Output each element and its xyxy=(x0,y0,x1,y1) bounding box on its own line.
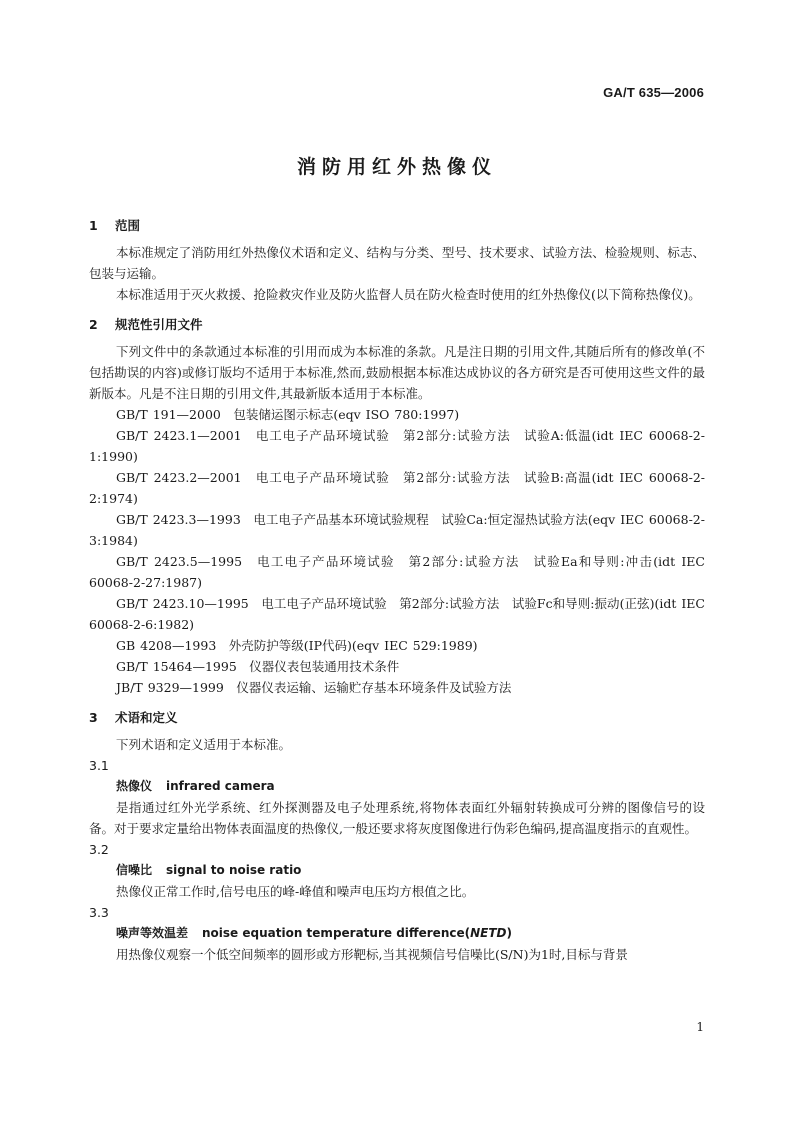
term-name-en-close: ) xyxy=(506,926,512,940)
term-number: 3.2 xyxy=(89,842,109,857)
term-number: 3.1 xyxy=(89,758,109,773)
term-definition: 用热像仪观察一个低空间频率的圆形或方形靶标,当其视频信号信噪比(S/N)为1时,目标与背景 xyxy=(116,947,628,962)
reference-item: GB/T 2423.3—1993 电工电子产品基本环境试验规程 试验Ca:恒定湿热试验方法(eqv IEC 60068-2-3:1984) xyxy=(89,512,705,548)
term-name-cn: 信噪比 xyxy=(116,863,153,877)
document-body xyxy=(89,215,705,965)
reference-item: GB 4208—1993 外壳防护等级(IP代码)(eqv IEC 529:1989) xyxy=(116,638,478,653)
term-name-en-text: noise equation temperature difference( xyxy=(202,926,471,940)
term-number: 3.3 xyxy=(89,905,109,920)
term-name-en xyxy=(202,926,512,940)
term-definition: 是指通过红外光学系统、红外探测器及电子处理系统,将物体表面红外辐射转换成可分辨的图像信号的设备。对于要求定量给出物体表面温度的热像仪,一般还要求将灰度图像进行伪彩色编码,提高温度指示的直观性。 xyxy=(89,800,705,836)
standard-code: GA/T 635—2006 xyxy=(603,85,704,100)
section-title: 范围 xyxy=(115,218,141,233)
paragraph: 下列术语和定义适用于本标准。 xyxy=(116,737,292,752)
paragraph: 本标准规定了消防用红外热像仪术语和定义、结构与分类、型号、技术要求、试验方法、检验规则、标志、包装与运输。 xyxy=(89,245,705,281)
reference-item: GB/T 2423.2—2001 电工电子产品环境试验 第2部分:试验方法 试验B:高温(idt IEC 60068-2-2:1974) xyxy=(89,470,705,506)
section-title: 术语和定义 xyxy=(115,710,178,725)
term-name xyxy=(89,923,705,944)
reference-item: GB/T 2423.1—2001 电工电子产品环境试验 第2部分:试验方法 试验A:低温(idt IEC 60068-2-1:1990) xyxy=(89,428,705,464)
term-name xyxy=(89,860,705,881)
term-abbreviation: NETD xyxy=(470,926,507,940)
paragraph: 本标准适用于灭火救援、抢险救灾作业及防火监督人员在防火检查时使用的红外热像仪(以下简称热像仪)。 xyxy=(116,287,701,302)
section-heading-scope xyxy=(89,215,705,236)
section-number: 3 xyxy=(89,710,98,725)
reference-item: GB/T 191—2000 包装储运图示标志(eqv ISO 780:1997) xyxy=(116,407,460,422)
section-number: 2 xyxy=(89,317,98,332)
term-name-cn: 热像仪 xyxy=(116,779,153,793)
paragraph: 下列文件中的条款通过本标准的引用而成为本标准的条款。凡是注日期的引用文件,其随后所有的修改单(不包括勘误的内容)或修订版均不适用于本标准,然而,鼓励根据本标准达成协议的各方研究是否可使用这些文件的最新版本。凡是不注日期的引用文件,其最新版本适用于本标准。 xyxy=(89,344,705,401)
section-number: 1 xyxy=(89,218,98,233)
term-name-en: infrared camera xyxy=(166,779,275,793)
section-heading-normative-references xyxy=(89,314,705,335)
reference-item: GB/T 2423.5—1995 电工电子产品环境试验 第2部分:试验方法 试验Ea和导则:冲击(idt IEC 60068-2-27:1987) xyxy=(89,554,705,590)
term-name xyxy=(89,776,705,797)
page-number: 1 xyxy=(696,1020,704,1034)
reference-item: GB/T 15464—1995 仪器仪表包装通用技术条件 xyxy=(116,659,400,674)
document-title: 消防用红外热像仪 xyxy=(296,156,497,178)
term-name-cn: 噪声等效温差 xyxy=(116,926,189,940)
reference-item: JB/T 9329—1999 仪器仪表运输、运输贮存基本环境条件及试验方法 xyxy=(116,680,512,695)
section-heading-terms xyxy=(89,707,705,728)
term-definition: 热像仪正常工作时,信号电压的峰-峰值和噪声电压均方根值之比。 xyxy=(116,884,475,899)
term-name-en: signal to noise ratio xyxy=(166,863,302,877)
reference-item: GB/T 2423.10—1995 电工电子产品环境试验 第2部分:试验方法 试验Fc和导则:振动(正弦)(idt IEC 60068-2-6:1982) xyxy=(89,596,705,632)
section-title: 规范性引用文件 xyxy=(115,317,203,332)
